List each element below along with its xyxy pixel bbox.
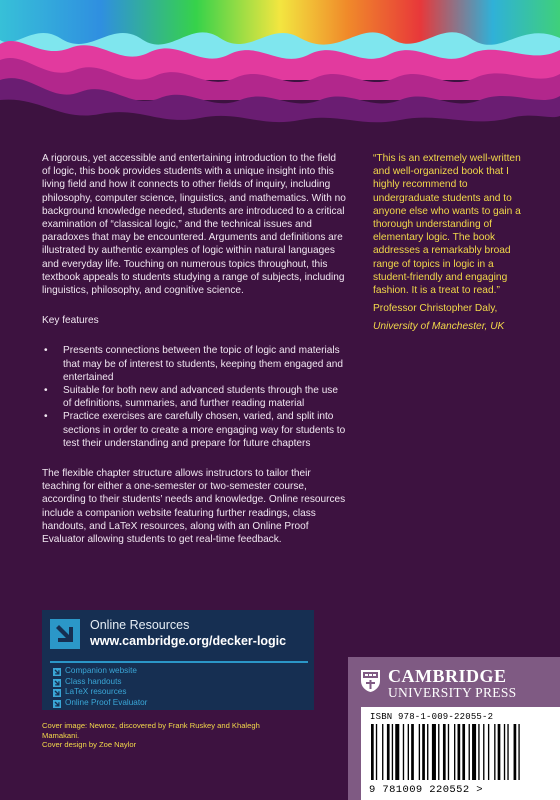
- arrow-down-right-icon: [53, 668, 61, 676]
- barcode-bar: [387, 724, 390, 780]
- arrow-down-right-icon: [50, 619, 80, 649]
- resource-label: Class handouts: [65, 676, 122, 686]
- endorsement-affiliation: University of Manchester, UK: [373, 321, 505, 333]
- endorsement: [373, 152, 525, 339]
- barcode-bar: [454, 724, 455, 780]
- key-features-heading: Key features: [42, 315, 99, 327]
- publisher-press: UNIVERSITY PRESS: [388, 685, 517, 700]
- rainbow-banner: [0, 0, 560, 130]
- cambridge-shield-icon: [360, 669, 381, 693]
- barcode-bar: [488, 724, 489, 780]
- barcode-bar: [408, 724, 409, 780]
- resource-item: [53, 687, 147, 698]
- barcode-bar: [483, 724, 484, 780]
- publisher-name: CAMBRIDGE: [388, 666, 507, 686]
- barcode-bar: [403, 724, 404, 780]
- barcode-bar: [422, 724, 425, 780]
- barcode-bar: [472, 724, 476, 780]
- barcode-bar: [419, 724, 420, 780]
- barcode-bar: [518, 724, 519, 780]
- cover-design-credit: Cover design by Zoe Naylor: [42, 740, 137, 750]
- book-description: [42, 152, 347, 563]
- barcode-bar: [432, 724, 436, 780]
- cover-image-credit: Cover image: Newroz, discovered by Frank Ruskey and Khalegh Mamakani.: [42, 721, 260, 740]
- barcode-bar: [507, 724, 508, 780]
- barcode-bar: [443, 724, 446, 780]
- barcode-bar: [514, 724, 517, 780]
- online-resources-title: Online Resources: [90, 618, 190, 632]
- barcode-bar: [411, 724, 414, 780]
- resource-list: [53, 666, 147, 708]
- feature-item: • Presents connections between the topic of logic and materials that may be of interest to students, keeping them engaged and entertained: [42, 344, 347, 384]
- barcode-bar: [458, 724, 461, 780]
- arrow-down-right-icon: [53, 689, 61, 697]
- endorsement-quote: “This is an extremely well-written and well-organized book that I highly recommend to undergraduate students and to anyone else who wants to gain a thorough understanding of elementary logic. The book addresses a remarkably broad range of topics in logic in a student-friendly and engaging fashion. It is a treat to read.”: [373, 153, 521, 297]
- barcode-bar: [371, 724, 374, 780]
- description-paragraph-2: The flexible chapter structure allows instructors to tailor their teaching for either a one-semester or two-semester course, according to their students’ needs and knowledge. Online resources include a companion website featuring further readings, class handouts, and LaTeX resources, along with an Online Proof Evaluator allowing students to get real-time feedback.: [42, 468, 346, 546]
- resource-label: Companion website: [65, 666, 137, 675]
- barcode-bar: [392, 724, 393, 780]
- resource-label: Online Proof Evaluator: [65, 697, 148, 707]
- key-features-list: [42, 344, 347, 450]
- barcode-bars: [369, 724, 549, 780]
- barcode-bar: [498, 724, 501, 780]
- online-resources-header: [50, 617, 308, 663]
- resource-item: [53, 666, 147, 677]
- barcode-digits: 9 781009 220552 >: [369, 784, 483, 796]
- barcode-bar: [469, 724, 470, 780]
- barcode-bar: [504, 724, 505, 780]
- isbn-barcode: [361, 707, 560, 800]
- barcode-bar: [478, 724, 479, 780]
- resource-label: LaTeX resources: [65, 687, 127, 697]
- resource-item: [53, 698, 147, 709]
- barcode-bar: [382, 724, 383, 780]
- arrow-down-right-icon: [53, 700, 61, 708]
- barcode-bar: [427, 724, 428, 780]
- barcode-bar: [395, 724, 399, 780]
- description-paragraph-1: A rigorous, yet accessible and entertaining introduction to the field of logic, this book provides students with a unique insight into this living field and how it connects to other fields of inquiry, including philosophy, computer science, linguistics, and mathematics. With no background knowledge needed, students are introduced to a critical examination of “classical logic,” and the technical issues and paradoxes that may be encountered. Arguments and definitions are illustrated by authentic examples of logic within natural languages and everyday life. Touching on numerous topics throughout, this textbook appeals to students studying a range of subjects, including linguistics, philosophy, and cognitive science.: [42, 153, 346, 297]
- cover-credits: [42, 721, 292, 750]
- resource-item: [53, 677, 147, 688]
- online-resources-url[interactable]: www.cambridge.org/decker-logic: [90, 634, 287, 648]
- feature-item: • Practice exercises are carefully chosen, varied, and split into sections in order to create a more engaging way for students to test their understanding and prepare for future chapters: [42, 410, 347, 450]
- arrow-down-right-icon: [53, 679, 61, 687]
- isbn-label: ISBN 978-1-009-22055-2: [370, 712, 494, 722]
- feature-item: • Suitable for both new and advanced students through the use of definitions, summaries, and further reading material: [42, 384, 347, 410]
- barcode-bar: [438, 724, 439, 780]
- endorsement-author: Professor Christopher Daly,: [373, 303, 498, 315]
- barcode-bar: [494, 724, 495, 780]
- online-resources-box: [42, 610, 314, 710]
- barcode-bar: [448, 724, 449, 780]
- barcode-bar: [376, 724, 377, 780]
- barcode-bar: [462, 724, 465, 780]
